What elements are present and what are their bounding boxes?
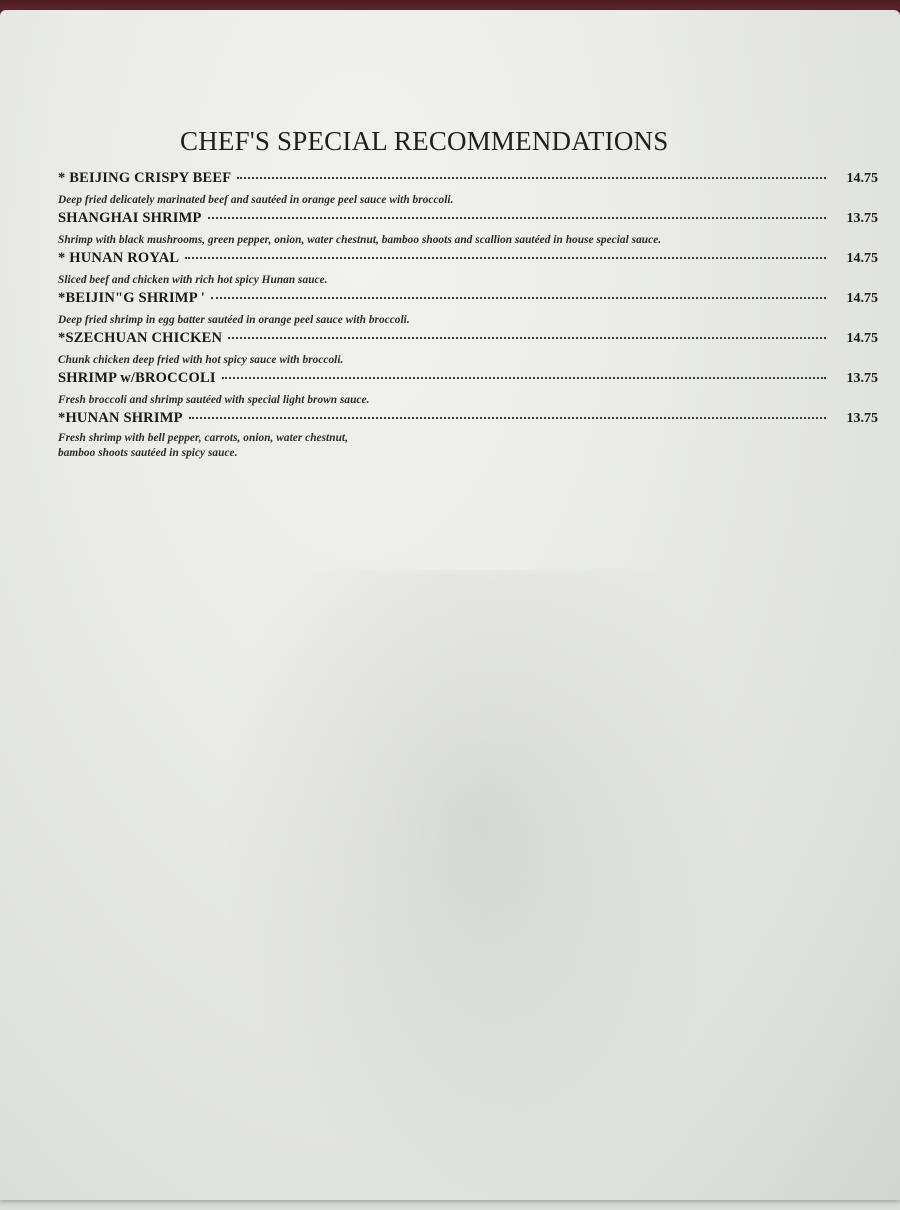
menu-item <box>58 410 878 461</box>
menu-item-price: 13.75 <box>846 371 878 386</box>
menu-item-name: SHRIMP w/BROCCOLI <box>58 370 216 386</box>
menu-item-price: 14.75 <box>846 331 878 346</box>
page-title: CHEF'S SPECIAL RECOMMENDATIONS <box>180 126 669 156</box>
menu-item-description: Deep fried shrimp in egg batter sautéed in orange peel sauce with broccoli. <box>58 314 410 326</box>
menu-item <box>58 370 878 410</box>
menu-item-description: Sliced beef and chicken with rich hot spicy Hunan sauce. <box>58 274 328 286</box>
menu-item <box>58 250 878 290</box>
dot-leader <box>222 377 826 379</box>
menu-item-row <box>58 250 878 271</box>
menu-item <box>58 170 878 210</box>
menu-item-row <box>58 210 878 231</box>
menu-item-name: * HUNAN ROYAL <box>58 250 180 266</box>
menu-item-row <box>58 410 878 431</box>
menu-item-name: * BEIJING CRISPY BEEF <box>58 170 232 186</box>
menu-item <box>58 210 878 250</box>
dot-leader <box>185 257 826 259</box>
menu-items-list <box>58 170 878 461</box>
menu-item-description: Chunk chicken deep fried with hot spicy sauce with broccoli. <box>58 354 344 366</box>
menu-item-name: *BEIJIN"G SHRIMP ' <box>58 290 206 306</box>
menu-item-price: 14.75 <box>846 291 878 306</box>
dot-leader <box>189 417 826 419</box>
menu-item-name: *HUNAN SHRIMP <box>58 410 183 426</box>
menu-item-description: Shrimp with black mushrooms, green pepper, onion, water chestnut, bamboo shoots and scallion sautéed in house special sauce. <box>58 234 662 246</box>
dot-leader <box>237 177 826 179</box>
menu-item-price: 13.75 <box>846 411 878 426</box>
menu-item-price: 14.75 <box>846 251 878 266</box>
menu-item-name: *SZECHUAN CHICKEN <box>58 330 223 346</box>
menu-item <box>58 290 878 330</box>
menu-item <box>58 330 878 370</box>
menu-item-name: SHANGHAI SHRIMP <box>58 210 202 226</box>
menu-item-row <box>58 170 878 191</box>
page-shadow <box>220 570 740 1210</box>
menu-item-price: 13.75 <box>846 211 878 226</box>
menu-item-description: Fresh shrimp with bell pepper, carrots, onion, water chestnut, bamboo shoots sautéed in spicy sauce. <box>58 432 348 459</box>
menu-item-price: 14.75 <box>846 171 878 186</box>
menu-item-description: Deep fried delicately marinated beef and sautéed in orange peel sauce with broccoli. <box>58 194 454 206</box>
dot-leader <box>228 337 826 339</box>
menu-item-row <box>58 330 878 351</box>
dot-leader <box>208 217 826 219</box>
menu-item-row <box>58 290 878 311</box>
dot-leader <box>211 297 826 299</box>
menu-item-description: Fresh broccoli and shrimp sautéed with special light brown sauce. <box>58 394 370 406</box>
menu-item-row <box>58 370 878 391</box>
